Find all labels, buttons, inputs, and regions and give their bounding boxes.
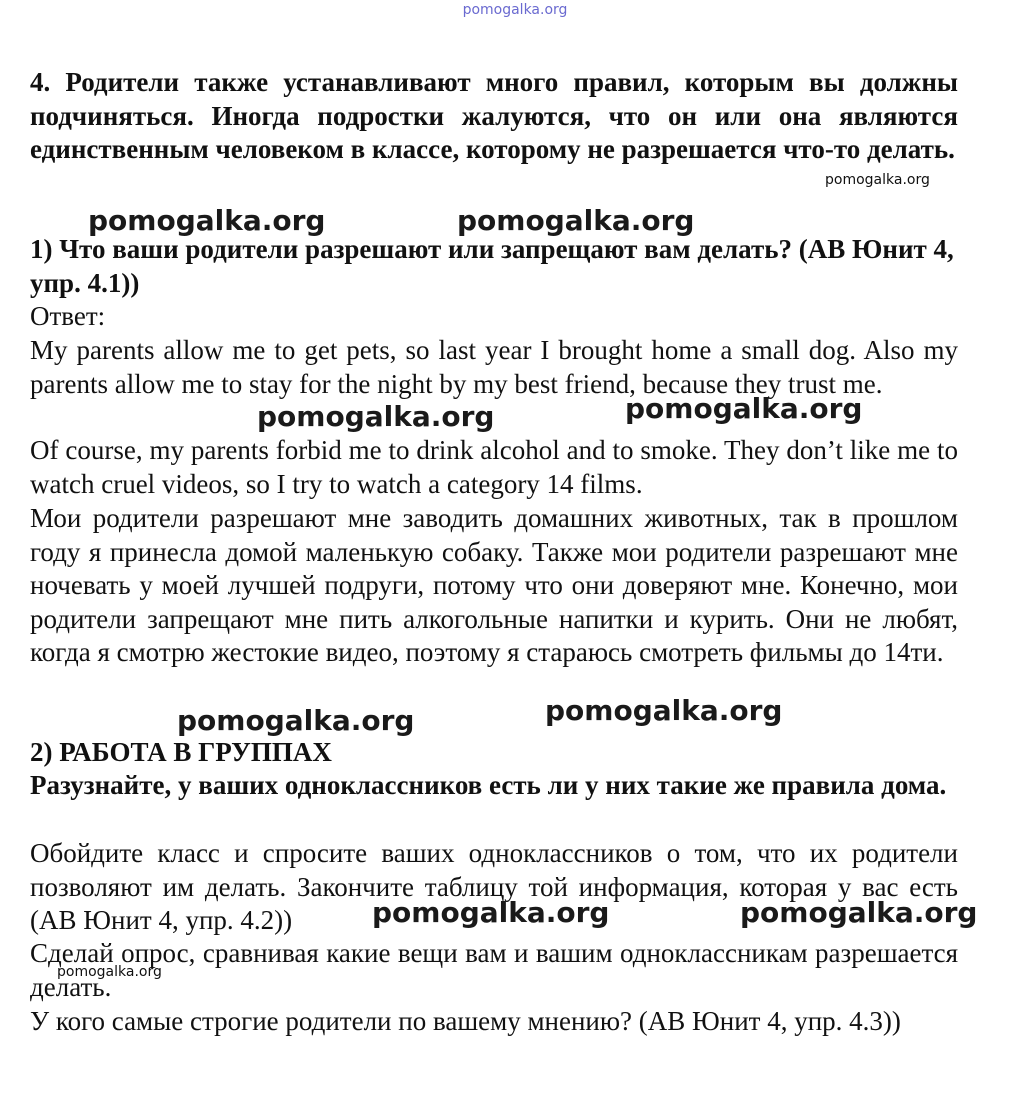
watermark: pomogalka.org (625, 392, 863, 425)
watermark: pomogalka.org (457, 204, 695, 237)
question-1-title: 1) Что ваши родители разрешают или запрещают вам делать? (АВ Юнит 4, упр. 4.1)) (30, 234, 954, 298)
question-2-heading: 2) РАБОТА В ГРУППАХ (30, 737, 332, 767)
question-2-text-3: У кого самые строгие родители по вашему мнению? (АВ Юнит 4, упр. 4.3)) (30, 1006, 901, 1036)
watermark-small: pomogalka.org (57, 964, 162, 980)
question-2-text-1: Обойдите класс и спросите ваших одноклассников о том, что их родители позволяют им делать. Закончите таблицу той информация, которая у вас есть (АВ Юнит 4, упр. 4.2)) (30, 838, 958, 935)
watermark: pomogalka.org (545, 694, 783, 727)
watermark: pomogalka.org (177, 704, 415, 737)
task-intro: 4. Родители также устанавливают много правил, которым вы должны подчиняться. Иногда подростки жалуются, что он или она являются единственным человеком в классе, которому не разрешается что-то делать. (30, 67, 958, 164)
watermark: pomogalka.org (257, 400, 495, 433)
answer-english-1: My parents allow me to get pets, so last year I brought home a small dog. Also my parents allow me to stay for the night by my best friend, because they trust me. (30, 335, 958, 399)
watermark-top: pomogalka.org (462, 2, 568, 18)
watermark: pomogalka.org (372, 896, 610, 929)
watermark-small: pomogalka.org (825, 172, 930, 188)
answer-label: Ответ: (30, 301, 106, 331)
watermark: pomogalka.org (740, 896, 978, 929)
question-2-text-2: Сделай опрос, сравнивая какие вещи вам и вашим одноклассникам разрешается делать. (30, 938, 958, 1002)
answer-russian: Мои родители разрешают мне заводить домашних животных, так в прошлом году я принесла домой маленькую собаку. Также мои родители разрешают мне ночевать у моей лучшей подруги, потому что они доверяют мне. Конечно, мои родители запрещают мне пить алкогольные напитки и курить. Они не любят, когда я смотрю жестокие видео, поэтому я стараюсь смотреть фильмы до 14ти. (30, 503, 958, 667)
watermark: pomogalka.org (88, 204, 326, 237)
answer-english-2: Of course, my parents forbid me to drink alcohol and to smoke. They don’t like me to watch cruel videos, so I try to watch a category 14 films. (30, 435, 958, 499)
question-2-title: Разузнайте, у ваших одноклассников есть ли у них такие же правила дома. (30, 770, 947, 800)
